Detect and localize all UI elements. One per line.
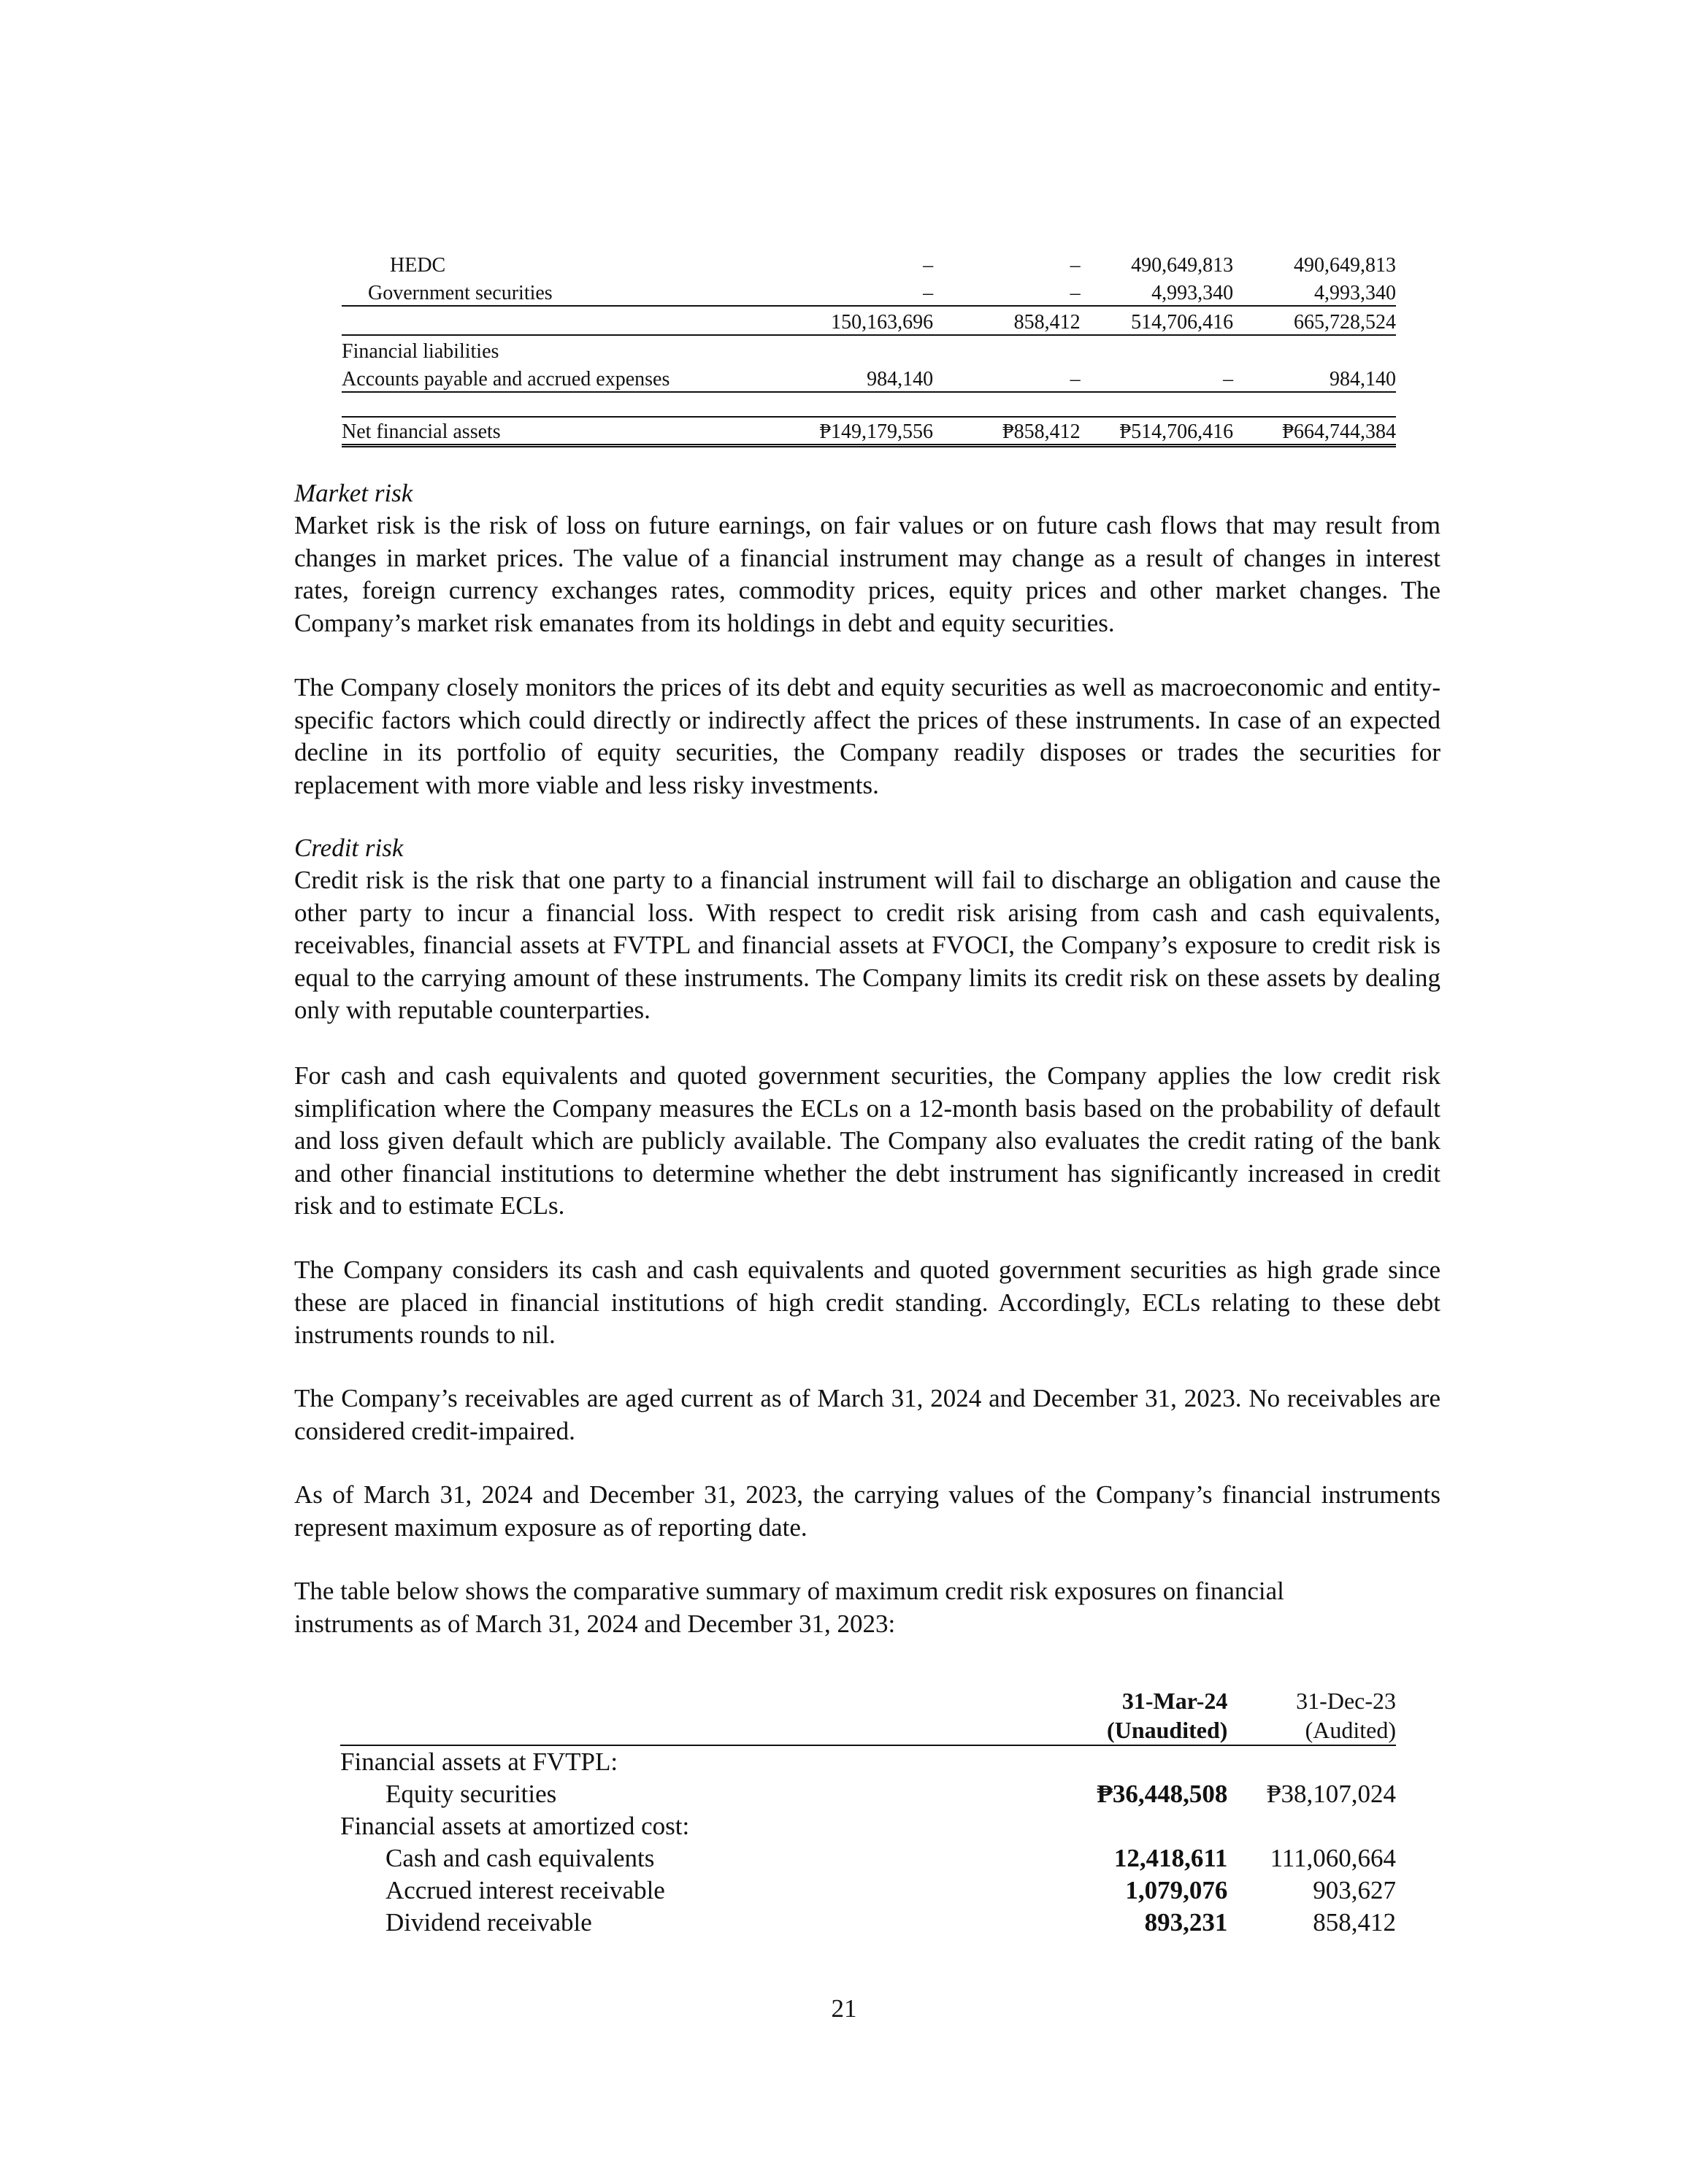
- row-label: Financial assets at amortized cost:: [340, 1812, 690, 1840]
- row-label: Accounts payable and accrued expenses: [342, 364, 778, 392]
- cell-value: ₱514,706,416: [1081, 417, 1234, 446]
- cell-value: 903,627: [1313, 1876, 1396, 1904]
- credit-risk-paragraph-5: As of March 31, 2024 and December 31, 2023, the carrying values of the Company’s financial instruments represent maximum exposure as of reporting date.: [294, 1480, 1440, 1542]
- cell-value: ₱149,179,556: [778, 417, 933, 446]
- cell-value: 514,706,416: [1081, 306, 1234, 335]
- row-label: Financial liabilities: [342, 340, 499, 363]
- cell-value: [1227, 1810, 1396, 1842]
- table-row: [342, 335, 1396, 364]
- cell-value: –: [1070, 254, 1081, 277]
- credit-risk-paragraph-6: The table below shows the comparative summary of maximum credit risk exposures on financial instruments as of March 31, 2024 and December 31, 2023:: [294, 1577, 1284, 1638]
- cell-value: [1233, 335, 1396, 364]
- cell-value: ₱858,412: [933, 417, 1081, 446]
- table-row: [340, 1875, 1396, 1907]
- row-label: Accrued interest receivable: [385, 1876, 665, 1904]
- table-row: [342, 277, 1396, 306]
- cell-value: 858,412: [933, 306, 1081, 335]
- row-label: Cash and cash equivalents: [385, 1844, 655, 1872]
- row-label: Dividend receivable: [385, 1908, 592, 1937]
- cell-value: [1024, 1745, 1228, 1778]
- cell-value: [1227, 1745, 1396, 1778]
- cell-value: 893,231: [1144, 1908, 1228, 1937]
- column-header-prior: 31-Dec-23: [1296, 1688, 1396, 1714]
- column-subheader-prior: (Audited): [1227, 1715, 1396, 1745]
- table-row: [340, 1842, 1396, 1875]
- table-spacer: [342, 392, 1396, 417]
- cell-value: 4,993,340: [1081, 277, 1234, 306]
- cell-value: –: [1081, 364, 1234, 392]
- cell-value: [1081, 335, 1234, 364]
- credit-risk-paragraph-3: The Company considers its cash and cash equivalents and quoted government securities as high grade since these are placed in financial institutions of high credit standing. Accordingly, ECLs relating to these debt instruments rounds to nil.: [294, 1256, 1440, 1350]
- table-row: [340, 1778, 1396, 1810]
- cell-value: 858,412: [1313, 1908, 1396, 1937]
- cell-value: 490,649,813: [1294, 254, 1396, 277]
- row-label: Government securities: [342, 277, 778, 306]
- table-row-total: [342, 417, 1396, 446]
- cell-value: ₱664,744,384: [1233, 417, 1396, 446]
- cell-value: 984,140: [1233, 364, 1396, 392]
- cell-value: 665,728,524: [1233, 306, 1396, 335]
- row-label: Equity securities: [385, 1780, 557, 1808]
- cell-value: 111,060,664: [1270, 1844, 1396, 1872]
- table-row: [342, 250, 1396, 277]
- credit-risk-paragraph-1: Credit risk is the risk that one party to a financial instrument will fail to discharge an obligation and cause the other party to incur a financial loss. With respect to credit risk arising from cash and cash equivalents, receivables, financial assets at FVTPL and financial assets at FVOCI, the Company’s exposure to credit risk is equal to the carrying amount of these instruments. The Company limits its credit risk on these assets by dealing only with reputable counterparties.: [294, 866, 1440, 1025]
- cell-value: 1,079,076: [1125, 1876, 1228, 1904]
- credit-risk-paragraph-4: The Company’s receivables are aged current as of March 31, 2024 and December 31, 2023. No receivables are considered credit-impaired.: [294, 1384, 1440, 1445]
- table-header-row: [340, 1686, 1396, 1715]
- column-header-current: 31-Mar-24: [1121, 1688, 1228, 1714]
- row-label: Net financial assets: [342, 417, 778, 446]
- market-risk-paragraph-2: The Company closely monitors the prices of its debt and equity securities as well as macroeconomic and entity-specific factors which could directly or indirectly affect the prices of these instruments. In case of an expected decline in its portfolio of equity securities, the Company readily disposes or trades the securities for replacement with more viable and less risky investments.: [294, 673, 1440, 799]
- credit-risk-heading: Credit risk: [294, 834, 404, 862]
- cell-value: –: [778, 277, 933, 306]
- table-header-row: [340, 1715, 1396, 1745]
- table-row-subtotal: [342, 306, 1396, 335]
- financial-assets-liabilities-table: [342, 250, 1396, 447]
- cell-value: ₱36,448,508: [1097, 1780, 1228, 1808]
- row-label: Financial assets at FVTPL:: [340, 1747, 618, 1776]
- cell-value: [778, 335, 933, 364]
- page-number: 21: [831, 1994, 857, 2023]
- credit-exposure-table: [340, 1686, 1396, 1939]
- table-row: [340, 1810, 1396, 1842]
- column-subheader-current: (Unaudited): [1024, 1715, 1228, 1745]
- market-risk-paragraph-1: Market risk is the risk of loss on future earnings, on fair values or on future cash flows that may result from changes in market prices. The value of a financial instrument may change as a result of changes in interest rates, foreign currency exchanges rates, commodity prices, equity prices and other market changes. The Company’s market risk emanates from its holdings in debt and equity securities.: [294, 511, 1440, 637]
- cell-value: ₱38,107,024: [1267, 1780, 1396, 1808]
- cell-value: –: [933, 277, 1081, 306]
- cell-value: 490,649,813: [1131, 254, 1234, 277]
- market-risk-heading: Market risk: [294, 479, 413, 507]
- table-row: [342, 364, 1396, 392]
- cell-value: 150,163,696: [778, 306, 933, 335]
- cell-value: [1024, 1810, 1228, 1842]
- cell-value: 4,993,340: [1233, 277, 1396, 306]
- table-row: [340, 1907, 1396, 1939]
- cell-value: [933, 335, 1081, 364]
- row-label: [342, 306, 778, 335]
- credit-risk-paragraph-2: For cash and cash equivalents and quoted government securities, the Company applies the low credit risk simplification where the Company measures the ECLs on a 12-month basis based on the probability of default and loss given default which are publicly available. The Company also evaluates the credit rating of the bank and other financial institutions to determine whether the debt instrument has significantly increased in credit risk and to estimate ECLs.: [294, 1061, 1440, 1220]
- cell-value: –: [933, 364, 1081, 392]
- cell-value: 984,140: [778, 364, 933, 392]
- table-row: [340, 1745, 1396, 1778]
- cell-value: 12,418,611: [1113, 1844, 1228, 1872]
- row-label: HEDC: [390, 254, 446, 277]
- cell-value: –: [923, 254, 934, 277]
